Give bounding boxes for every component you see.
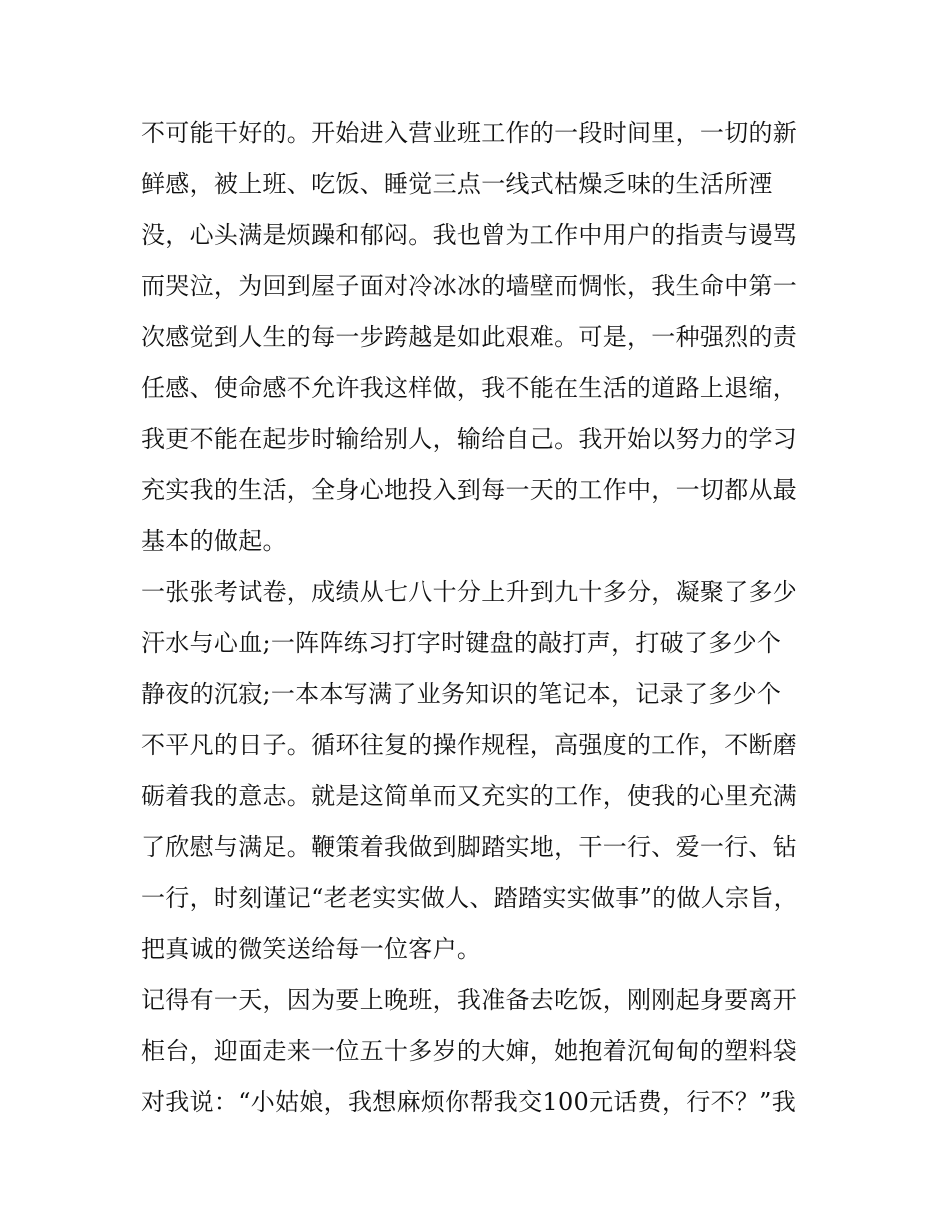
paragraph (141, 567, 821, 975)
text-line: 柜台，迎面走来一位五十多岁的大婶，她抱着沉甸甸的塑料袋 (141, 1037, 798, 1065)
text-line: 对我说：“小姑娘，我想麻烦你帮我交100元话费，行不？”我 (141, 1088, 797, 1116)
text-line: 不可能干好的。开始进入营业班工作的一段时间里，一切的新 (141, 119, 798, 147)
text-line: 砺着我的意志。就是这简单而又充实的工作，使我的心里充满 (141, 782, 798, 810)
text-line: 一行，时刻谨记“老老实实做人、踏踏实实做事”的做人宗旨， (141, 884, 798, 912)
text-line: 鲜感，被上班、吃饭、睡觉三点一线式枯燥乏味的生活所湮 (141, 170, 773, 198)
text-line: 基本的做起。 (141, 527, 287, 555)
text-line: 汗水与心血;一阵阵练习打字时键盘的敲打声，打破了多少个 (141, 629, 782, 657)
text-line: 我更不能在起步时输给别人，输给自己。我开始以努力的学习 (141, 425, 798, 453)
text-line: 充实我的生活，全身心地投入到每一天的工作中，一切都从最 (141, 476, 798, 504)
text-line: 不平凡的日子。循环往复的操作规程，高强度的工作，不断磨 (141, 731, 798, 759)
paragraph (141, 108, 821, 567)
text-line: 一张张考试卷，成绩从七八十分上升到九十多分，凝聚了多少 (141, 578, 798, 606)
text-line: 而哭泣，为回到屋子面对冷冰冰的墙壁而惆怅，我生命中第一 (141, 272, 798, 300)
text-line: 记得有一天，因为要上晚班，我准备去吃饭，刚刚起身要离开 (141, 986, 798, 1014)
paragraph (141, 975, 821, 1128)
text-line: 没，心头满是烦躁和郁闷。我也曾为工作中用户的指责与谩骂 (141, 221, 798, 249)
document-body (141, 108, 821, 1128)
text-line: 静夜的沉寂;一本本写满了业务知识的笔记本，记录了多少个 (141, 680, 782, 708)
text-line: 了欣慰与满足。鞭策着我做到脚踏实地，干一行、爱一行、钻 (141, 833, 798, 861)
text-line: 任感、使命感不允许我这样做，我不能在生活的道路上退缩， (141, 374, 798, 402)
text-line: 把真诚的微笑送给每一位客户。 (141, 935, 482, 963)
text-line: 次感觉到人生的每一步跨越是如此艰难。可是，一种强烈的责 (141, 323, 798, 351)
